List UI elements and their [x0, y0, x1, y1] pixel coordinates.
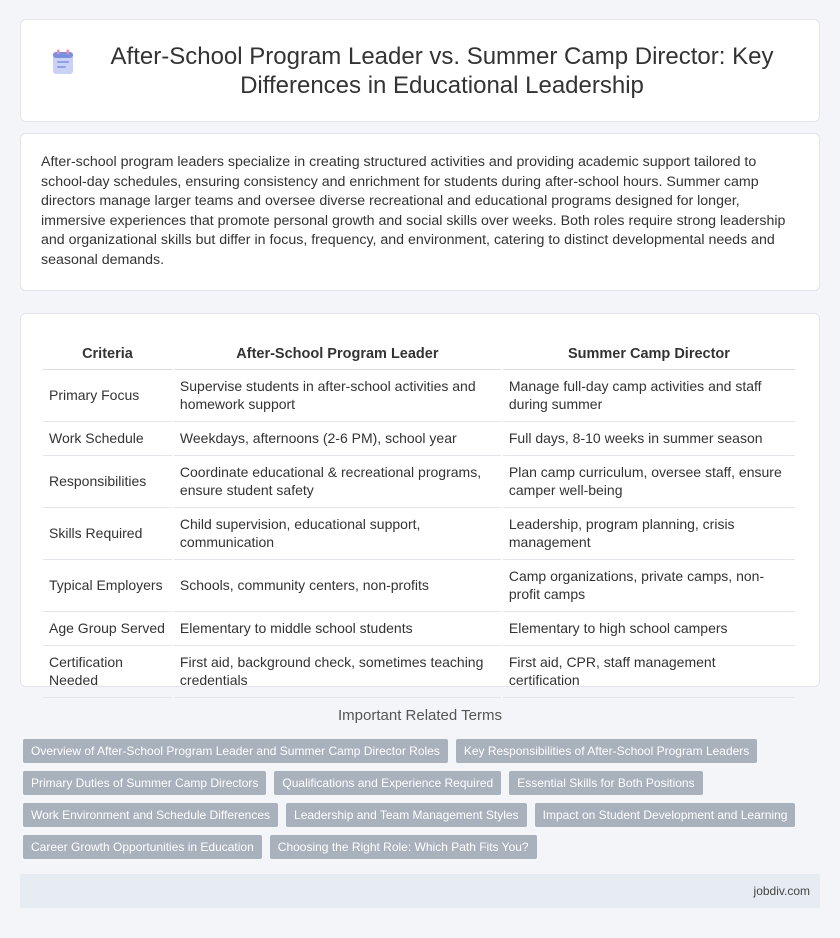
comparison-card	[20, 313, 820, 687]
cell-criteria: Work Schedule	[43, 422, 172, 456]
related-term-tag[interactable]: Essential Skills for Both Positions	[509, 771, 702, 795]
related-term-tag[interactable]: Career Growth Opportunities in Education	[23, 835, 262, 859]
cell-summer-camp: Leadership, program planning, crisis management	[503, 508, 795, 560]
intro-card	[20, 133, 820, 291]
cell-after-school: Weekdays, afternoons (2-6 PM), school year	[174, 422, 501, 456]
related-term-tag[interactable]: Leadership and Team Management Styles	[286, 803, 527, 827]
intro-paragraph: After-school program leaders specialize in creating structured activities and providing academic support tailored to school-day schedules, ensuring consistency and enrichment for students during after-school hours. Summer camp directors manage larger teams and oversee diverse recreational and educational programs designed for longer, immersive experiences that promote personal growth and social skills over weeks. Both roles require strong leadership and organizational skills but differ in focus, frequency, and environment, catering to distinct developmental needs and seasonal demands.	[41, 154, 786, 268]
table-row	[43, 370, 795, 422]
related-term-tag[interactable]: Qualifications and Experience Required	[274, 771, 501, 795]
document-icon	[51, 62, 95, 80]
comparison-table	[41, 332, 797, 698]
cell-after-school: First aid, background check, sometimes teaching credentials	[174, 646, 501, 698]
related-term-tag[interactable]: Choosing the Right Role: Which Path Fits You?	[270, 835, 537, 859]
table-row	[43, 646, 795, 698]
cell-criteria: Skills Required	[43, 508, 172, 560]
header-card	[20, 19, 820, 122]
cell-after-school: Child supervision, educational support, communication	[174, 508, 501, 560]
related-terms-list	[23, 739, 803, 859]
header-summer-camp-director: Summer Camp Director	[503, 332, 795, 370]
table-row	[43, 560, 795, 612]
cell-criteria: Primary Focus	[43, 370, 172, 422]
cell-after-school: Coordinate educational & recreational programs, ensure student safety	[174, 456, 501, 508]
related-term-tag[interactable]: Impact on Student Development and Learning	[535, 803, 796, 827]
related-term-tag[interactable]: Work Environment and Schedule Differences	[23, 803, 278, 827]
related-term-tag[interactable]: Key Responsibilities of After-School Program Leaders	[456, 739, 757, 763]
cell-criteria: Certification Needed	[43, 646, 172, 698]
table-row	[43, 612, 795, 646]
cell-criteria: Age Group Served	[43, 612, 172, 646]
cell-summer-camp: Camp organizations, private camps, non-profit camps	[503, 560, 795, 612]
footer-site-link[interactable]: jobdiv.com	[753, 884, 810, 898]
related-terms-title: Important Related Terms	[338, 707, 502, 724]
cell-criteria: Typical Employers	[43, 560, 172, 612]
cell-summer-camp: Full days, 8-10 weeks in summer season	[503, 422, 795, 456]
cell-after-school: Supervise students in after-school activities and homework support	[174, 370, 501, 422]
related-term-tag[interactable]: Overview of After-School Program Leader and Summer Camp Director Roles	[23, 739, 448, 763]
footer	[20, 874, 820, 908]
header-after-school-leader: After-School Program Leader	[174, 332, 501, 370]
cell-summer-camp: Elementary to high school campers	[503, 612, 795, 646]
cell-criteria: Responsibilities	[43, 456, 172, 508]
cell-summer-camp: First aid, CPR, staff management certification	[503, 646, 795, 698]
table-header-row	[43, 332, 795, 370]
table-row	[43, 456, 795, 508]
table-row	[43, 422, 795, 456]
table-row	[43, 508, 795, 560]
cell-summer-camp: Plan camp curriculum, oversee staff, ensure camper well-being	[503, 456, 795, 508]
page-title: After-School Program Leader vs. Summer Camp Director: Key Differences in Educational Leadership	[110, 42, 774, 99]
cell-after-school: Schools, community centers, non-profits	[174, 560, 501, 612]
header-criteria: Criteria	[43, 332, 172, 370]
cell-after-school: Elementary to middle school students	[174, 612, 501, 646]
cell-summer-camp: Manage full-day camp activities and staff during summer	[503, 370, 795, 422]
related-term-tag[interactable]: Primary Duties of Summer Camp Directors	[23, 771, 266, 795]
